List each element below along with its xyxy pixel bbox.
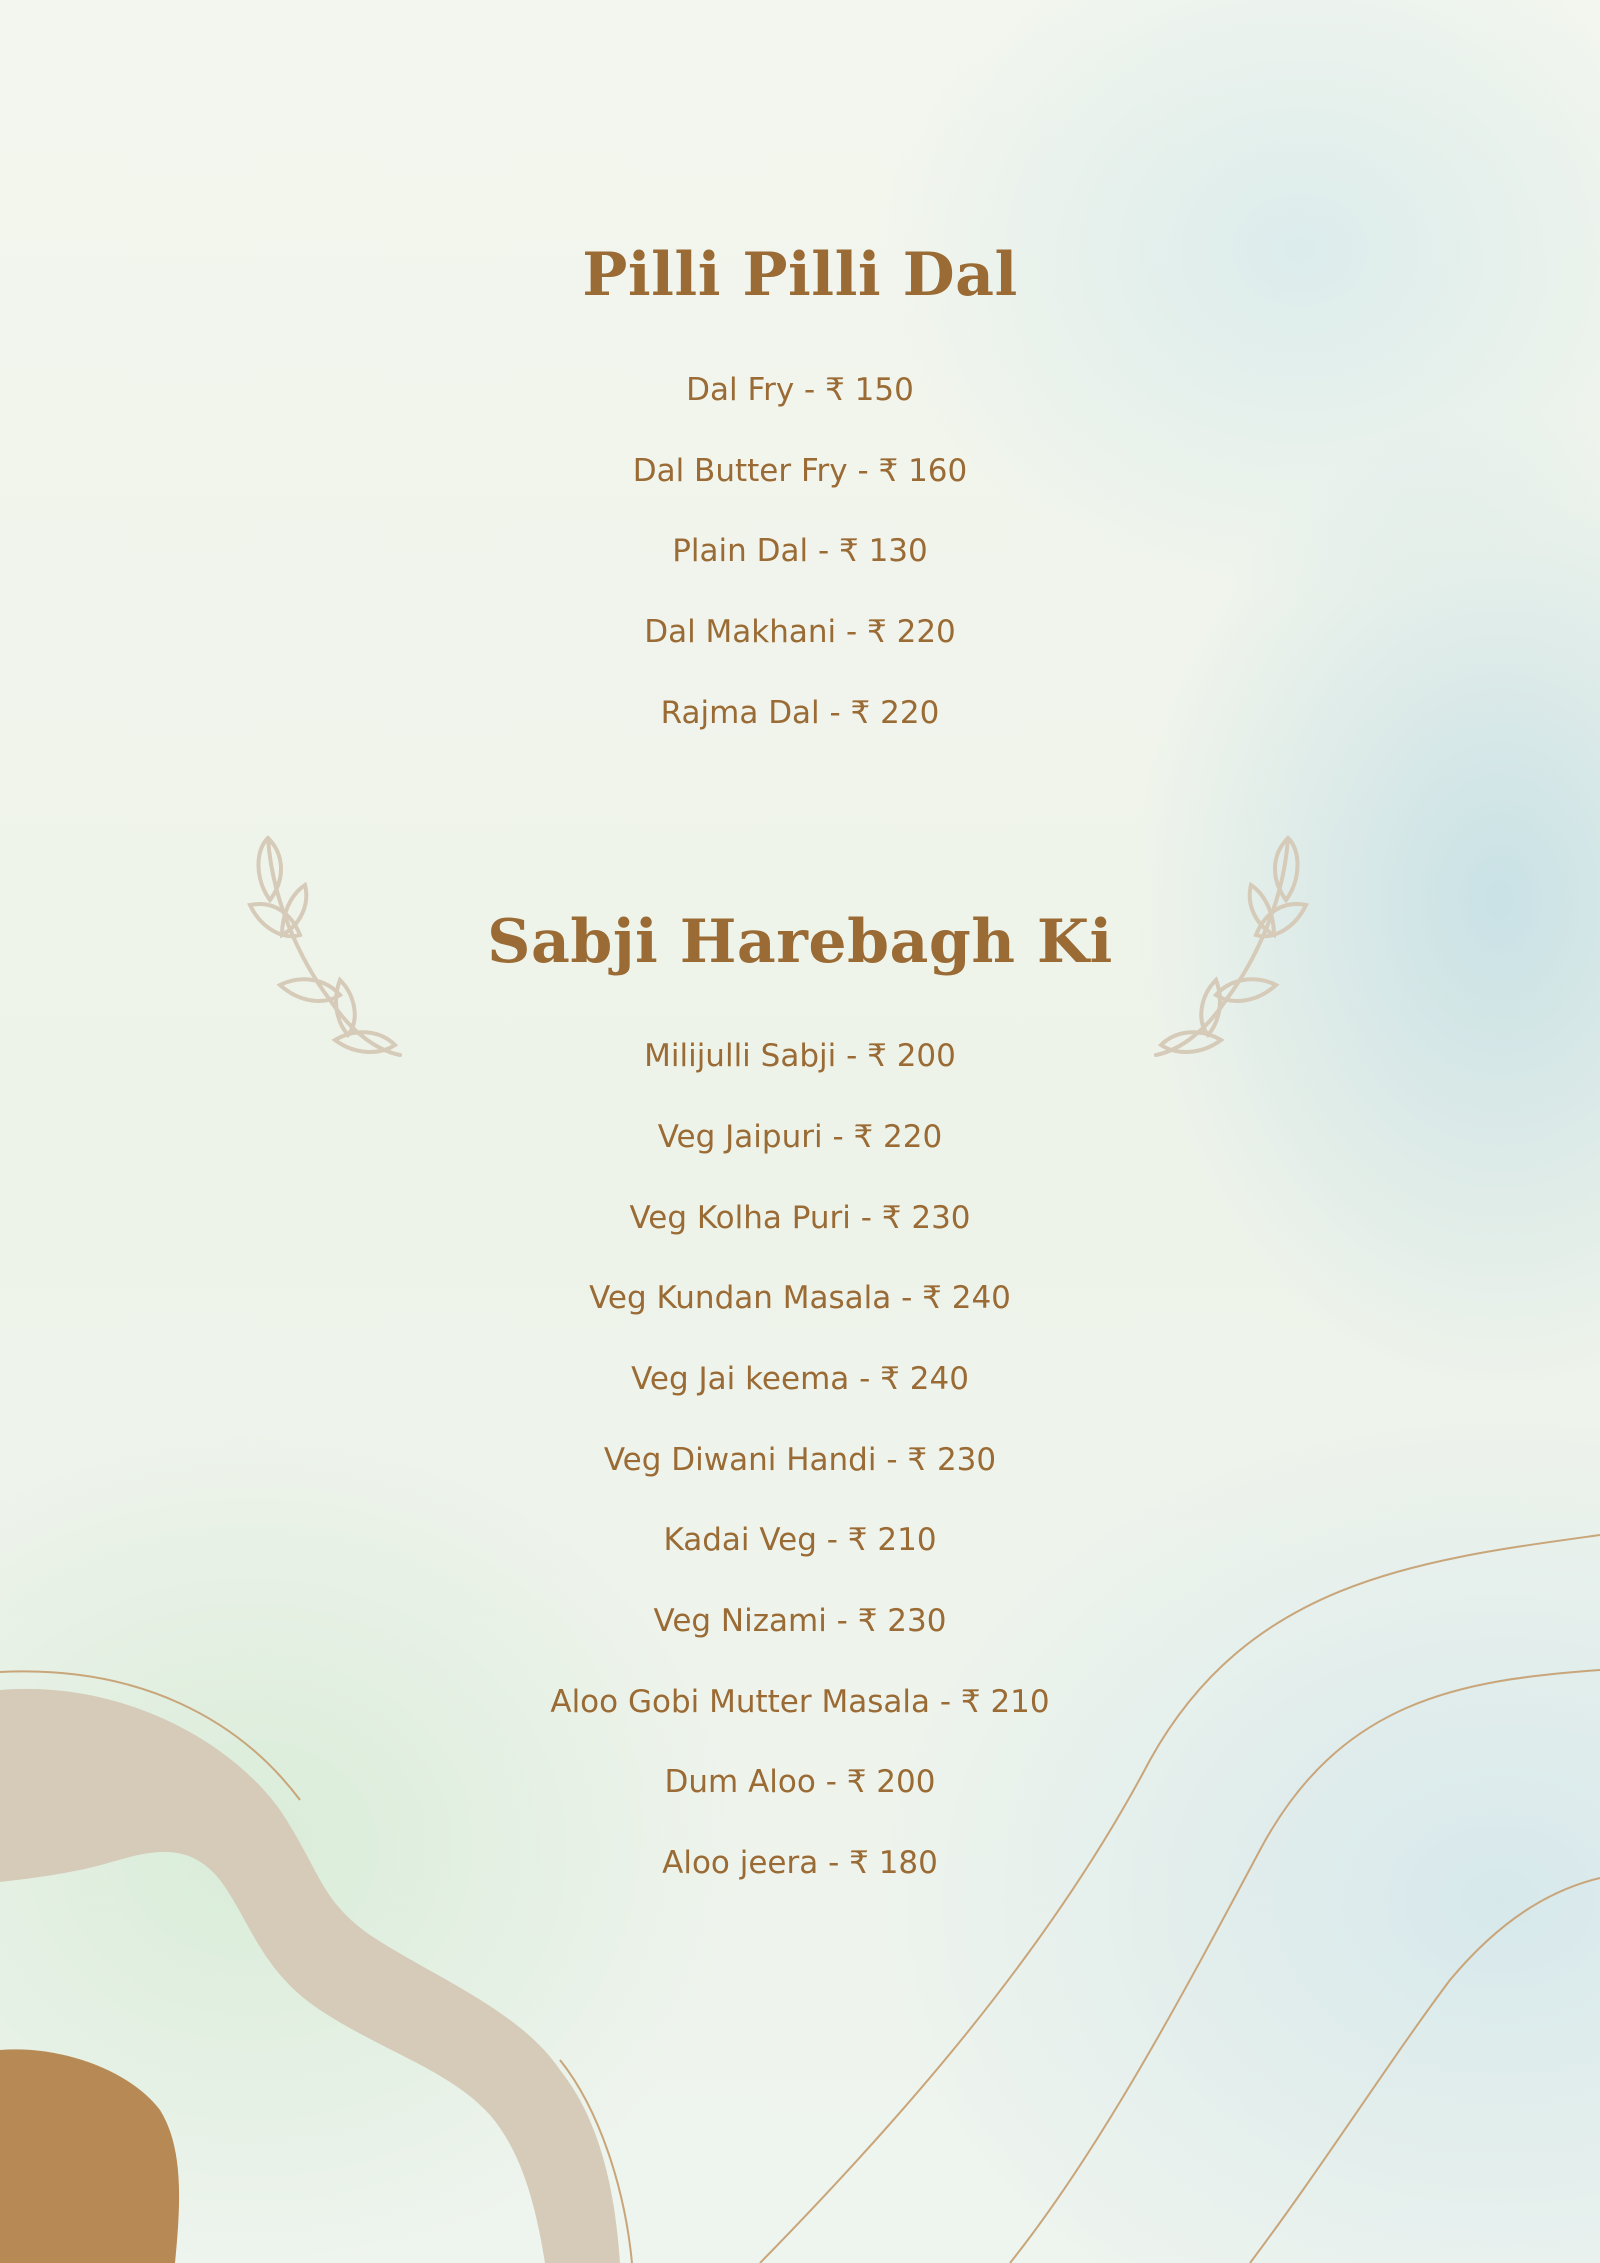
- menu-item: Milijulli Sabji - ₹ 200: [644, 1038, 956, 1074]
- menu-item: Dal Fry - ₹ 150: [686, 372, 914, 408]
- menu-item: Dum Aloo - ₹ 200: [664, 1764, 936, 1800]
- menu-item: Veg Diwani Handi - ₹ 230: [603, 1442, 997, 1478]
- section-title: Sabji Harebagh Ki: [487, 907, 1113, 977]
- menu-item: Veg Kolha Puri - ₹ 230: [629, 1200, 971, 1236]
- menu-item: Kadai Veg - ₹ 210: [663, 1522, 937, 1558]
- menu-item: Veg Nizami - ₹ 230: [653, 1603, 947, 1639]
- menu-item: Veg Kundan Masala - ₹ 240: [589, 1280, 1011, 1316]
- menu-item: Veg Jai keema - ₹ 240: [631, 1361, 969, 1397]
- menu-item: Dal Butter Fry - ₹ 160: [632, 453, 968, 489]
- menu-item: Rajma Dal - ₹ 220: [660, 695, 940, 731]
- menu-item: Veg Jaipuri - ₹ 220: [657, 1119, 943, 1155]
- menu-item: Dal Makhani - ₹ 220: [644, 614, 956, 650]
- menu-item: Aloo Gobi Mutter Masala - ₹ 210: [550, 1684, 1050, 1720]
- section-title: Pilli Pilli Dal: [582, 240, 1018, 310]
- menu-item: Plain Dal - ₹ 130: [672, 533, 928, 569]
- menu-item: Aloo jeera - ₹ 180: [662, 1845, 938, 1881]
